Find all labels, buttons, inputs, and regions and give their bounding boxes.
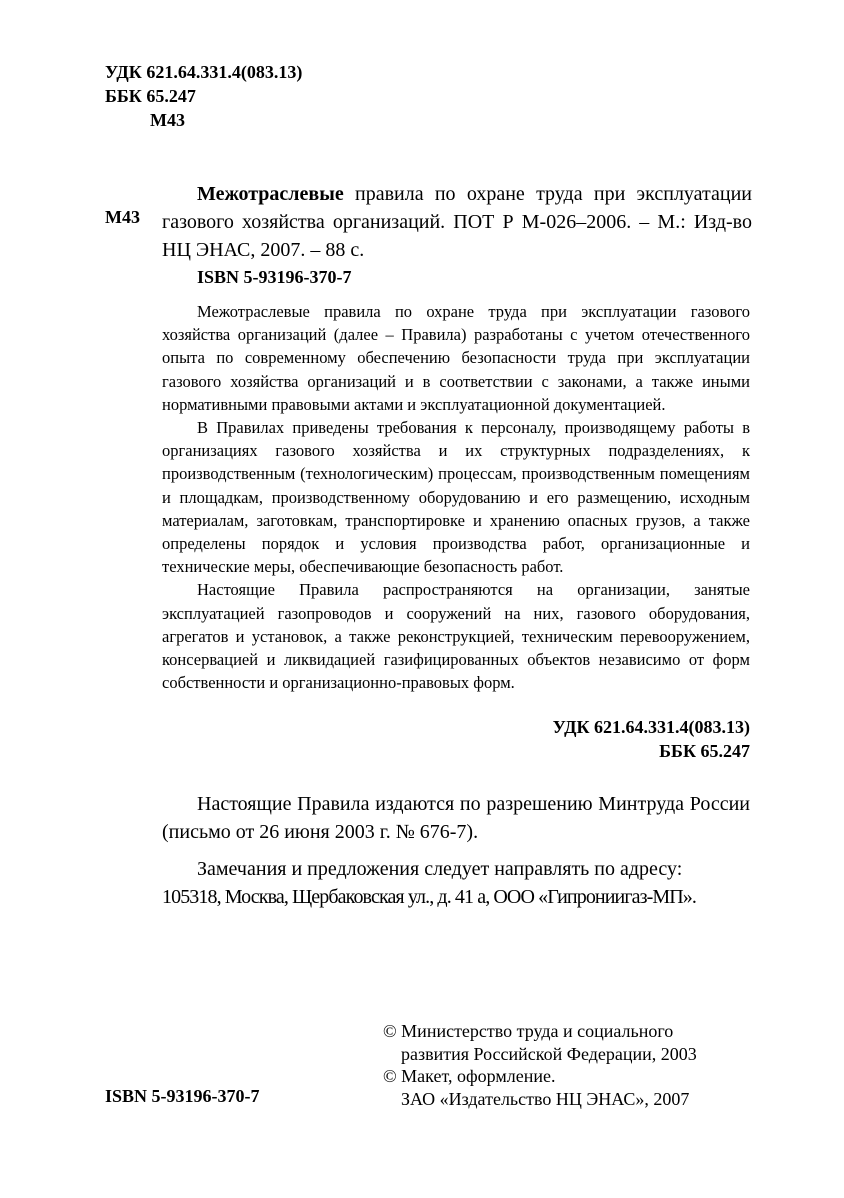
biblio-author-mark: М43 bbox=[105, 207, 140, 227]
permission-note bbox=[162, 790, 750, 846]
annotation-udk: УДК 621.64.331.4(083.13) bbox=[552, 717, 750, 737]
biblio-title-rest: правила по охране труда при эксплуатации газового хозяйства организаций. ПОТ Р М-026–2006. – М.: Изд-во НЦ ЭНАС, 2007. – 88 с. bbox=[162, 183, 752, 261]
bbk-code: ББК 65.247 bbox=[105, 86, 196, 106]
remarks-line: Замечания и предложения следует направлять по адресу: bbox=[197, 858, 683, 880]
isbn-bottom: ISBN 5-93196-370-7 bbox=[105, 1086, 260, 1106]
udk-code: УДК 621.64.331.4(083.13) bbox=[105, 62, 303, 82]
annotation-bbk: ББК 65.247 bbox=[659, 741, 750, 761]
annotation-paragraph: В Правилах приведены требования к персоналу, производящему работы в организациях газового хозяйства и их структурных подразделениях, к производственным (технологическим) процессам, производственным помещениям и площадкам, производственному оборудованию и его размещению, исходным материалам, заготовкам, транспортировке и хранению опасных грузов, а также определены порядок и условия производства работ, организационные и технические меры, обеспечивающие безопасность работ. bbox=[162, 418, 750, 577]
bibliographic-record bbox=[162, 180, 752, 264]
copyright-block bbox=[383, 1020, 697, 1110]
copyright-line-1: © Министерство труда и социального bbox=[383, 1021, 674, 1041]
annotation-paragraph: Межотраслевые правила по охране труда при эксплуатации газового хозяйства организаций (далее – Правила) разработаны с учетом отечественного опыта по современному обеспечению безопасности труда при эксплуатации газового хозяйства организаций и в соответствии с законами, а также иными нормативными правовыми актами и эксплуатационной документацией. bbox=[162, 302, 750, 414]
copyright-line-4: ЗАО «Издательство НЦ ЭНАС», 2007 bbox=[401, 1088, 690, 1109]
remarks-note bbox=[162, 855, 750, 911]
permission-text: Настоящие Правила издаются по разрешению Минтруда России (письмо от 26 июня 2003 г. № 676-7). bbox=[162, 793, 750, 843]
copyright-line-3: © Макет, оформление. bbox=[383, 1066, 556, 1086]
isbn-top: ISBN 5-93196-370-7 bbox=[197, 267, 352, 287]
author-mark: М43 bbox=[150, 110, 185, 130]
copyright-line-2: развития Российской Федерации, 2003 bbox=[401, 1043, 697, 1064]
annotation-paragraph: Настоящие Правила распространяются на организации, занятые эксплуатацией газопроводов и сооружений на них, газового оборудования, агрегатов и установок, а также реконструкцией, техническим перевооружением, консервацией и ликвидацией газифицированных объектов независимо от форм собственности и организационно-правовых форм. bbox=[162, 580, 750, 693]
biblio-title-bold: Межотраслевые bbox=[197, 183, 344, 205]
classification-block bbox=[105, 60, 302, 132]
remarks-address: 105318, Москва, Щербаковская ул., д. 41 а, ООО «Гипрониигаз-МП». bbox=[162, 886, 697, 908]
annotation bbox=[162, 300, 750, 694]
annotation-classification bbox=[162, 715, 750, 763]
